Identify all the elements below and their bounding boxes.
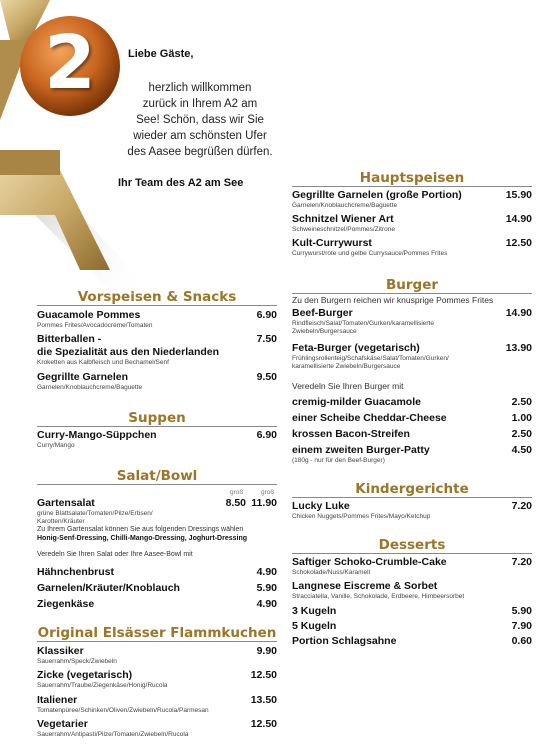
item-name: Gartensalat	[37, 497, 95, 509]
item-name: Beef-Burger	[292, 307, 353, 319]
menu-item	[292, 580, 532, 601]
item-price: 2.50	[511, 396, 532, 408]
logo-digit: 2	[44, 20, 96, 106]
extra-item	[292, 620, 532, 633]
extra-item	[292, 396, 532, 409]
item-name: Ziegenkäse	[37, 598, 95, 610]
item-name: Feta-Burger (vegetarisch)	[292, 342, 420, 354]
section-title-kinder: Kindergerichte	[355, 481, 469, 497]
extra-item	[292, 605, 532, 618]
item-description: Rindfleisch/Salat/Tomaten/Gurken/karamellisierte	[292, 320, 434, 327]
menu-item	[37, 309, 277, 330]
size-label: groß	[230, 489, 244, 496]
menu-item	[292, 213, 532, 234]
item-description: Chicken Nuggets/Pommes Frites/Mayo/Ketchup	[292, 513, 431, 520]
menu-item	[292, 556, 532, 577]
item-price: 5.90	[511, 605, 532, 617]
item-name: Guacamole Pommes	[37, 309, 141, 321]
greeting-text	[110, 80, 290, 160]
menu-item	[292, 189, 532, 210]
extra-item	[292, 412, 532, 425]
item-name: Vegetarier	[37, 718, 88, 730]
menu-item	[292, 237, 532, 258]
item-name: cremig-milder Guacamole	[292, 396, 421, 408]
item-name: krossen Bacon-Streifen	[292, 428, 410, 440]
item-description: Garnelen/Knoblauchcreme/Baguette	[37, 384, 143, 391]
section-title-suppen: Suppen	[128, 410, 186, 426]
veredeln-note: Veredeln Sie Ihren Burger mit	[292, 381, 404, 391]
item-price: 2.50	[511, 428, 532, 440]
item-price: 7.50	[256, 333, 277, 345]
item-description: Tomatenpüree/Schinken/Oliven/Zwiebeln/Rucola/Parmesan	[37, 707, 209, 714]
item-price: 9.50	[256, 371, 277, 383]
section-title-vorspeisen: Vorspeisen & Snacks	[77, 289, 237, 305]
item-description: Kroketten aus Kalbfleisch und Bechamel/Senf	[37, 359, 169, 366]
item-name: Lucky Luke	[292, 500, 350, 512]
extra-item	[292, 444, 532, 465]
extra-item	[37, 598, 277, 611]
extra-item	[292, 635, 532, 648]
greeting-title: Liebe Gäste,	[128, 48, 194, 60]
menu-item	[37, 669, 277, 690]
item-name: Bitterballen -	[37, 333, 102, 345]
item-price: 13.90	[505, 342, 532, 354]
item-price: 9.90	[256, 645, 277, 657]
item-price: 12.50	[250, 669, 277, 681]
section-divider	[37, 641, 277, 642]
item-name: Langnese Eiscreme & Sorbet	[292, 580, 438, 592]
item-price: 14.90	[505, 307, 532, 319]
item-name: einem zweiten Burger-Patty	[292, 444, 430, 456]
menu-item	[37, 429, 277, 450]
section-divider	[292, 293, 532, 294]
item-price: 12.50	[505, 237, 532, 249]
section-divider	[37, 426, 277, 427]
section-divider	[292, 497, 532, 498]
greeting-line: herzlich willkommen	[148, 82, 252, 94]
item-name: Kult-Currywurst	[292, 237, 372, 249]
item-price: 7.20	[511, 556, 532, 568]
greeting-signature: Ihr Team des A2 am See	[118, 177, 244, 189]
item-price: 4.50	[511, 444, 532, 456]
item-price: 5.90	[256, 582, 277, 594]
section-divider	[37, 484, 277, 485]
item-description-line2: Karotten/Kräuter	[37, 518, 85, 525]
menu-item	[292, 342, 532, 371]
menu-item	[37, 333, 277, 367]
item-name: Portion Schlagsahne	[292, 635, 397, 647]
item-price: 4.90	[256, 566, 277, 578]
item-price: 13.50	[250, 694, 277, 706]
item-description: Sauerrahm/Antipasti/Pilze/Tomaten/Zwiebeln/Rucola	[37, 731, 189, 738]
section-title-salat: Salat/Bowl	[116, 468, 198, 484]
menu-item	[292, 500, 532, 521]
item-price: 7.90	[511, 620, 532, 632]
item-description: (180g - nur für den Beef-Burger)	[292, 457, 385, 464]
section-divider	[292, 186, 532, 187]
item-price: 12.50	[250, 718, 277, 730]
item-price: 0.60	[511, 635, 532, 647]
item-description: Sauerrahm/Speck/Zwiebeln	[37, 658, 117, 665]
greeting-line: wieder am schönsten Ufer	[133, 130, 267, 142]
item-name: Schnitzel Wiener Art	[292, 213, 394, 225]
item-description: Garnelen/Knoblauchcreme/Baguette	[292, 202, 398, 209]
burger-subtitle: Zu den Burgern reichen wir knusprige Pommes Frites	[292, 295, 494, 305]
item-description: Curry/Mango	[37, 442, 75, 449]
item-price-small: 8.50	[225, 497, 246, 509]
item-name: 5 Kugeln	[292, 620, 337, 632]
section-title-hauptspeisen: Hauptspeisen	[359, 170, 465, 186]
veredeln-note: Veredeln Sie Ihren Salat oder Ihre Aasee-Bowl mit	[37, 551, 193, 558]
section-title-burger: Burger	[385, 277, 439, 293]
greeting-line: zurück in Ihrem A2 am	[142, 98, 258, 110]
extra-item	[292, 428, 532, 441]
menu-item	[292, 307, 532, 336]
item-price: 1.00	[511, 412, 532, 424]
item-name: 3 Kugeln	[292, 605, 337, 617]
size-label: groß	[261, 489, 275, 496]
item-description-line2: Zwiebeln/Burgersauce	[292, 328, 357, 335]
item-price-large: 11.90	[251, 497, 277, 509]
item-description-line2: karamellisierte Zwiebeln/Burgersauce	[292, 363, 401, 370]
item-description: Schokolade/Nuss/Karamell	[292, 569, 371, 576]
dressing-list: Honig-Senf-Dressing, Chilli-Mango-Dressing, Joghurt-Dressing	[37, 535, 248, 542]
item-price: 15.90	[505, 189, 532, 201]
item-name: Hähnchenbrust	[37, 566, 115, 578]
item-name: Garnelen/Kräuter/Knoblauch	[37, 582, 180, 594]
item-price: 6.90	[256, 429, 277, 441]
item-name-line2: die Spezialität aus den Niederlanden	[37, 346, 220, 358]
item-name: Zicke (vegetarisch)	[37, 669, 133, 681]
item-name: einer Scheibe Cheddar-Cheese	[292, 412, 447, 424]
item-description: Frühlingsrollenteig/Schafskäse/Salat/Tomaten/Gurken/	[292, 355, 449, 362]
menu-item	[37, 694, 277, 715]
menu-item	[37, 718, 277, 739]
item-name: Saftiger Schoko-Crumble-Cake	[292, 556, 447, 568]
item-name: Curry-Mango-Süppchen	[37, 429, 157, 441]
item-price: 6.90	[256, 309, 277, 321]
menu-item	[37, 371, 277, 392]
item-name: Klassiker	[37, 645, 84, 657]
item-description: Sauerrahm/Traube/Ziegenkäse/Honig/Rucola	[37, 682, 168, 689]
extra-item	[37, 566, 277, 579]
section-divider	[292, 553, 532, 554]
dressing-note: Zu Ihrem Gartensalat können Sie aus folgenden Dressings wählen	[37, 526, 244, 533]
item-price: 7.20	[511, 500, 532, 512]
item-name: Gegrillte Garnelen	[37, 371, 129, 383]
item-price: 14.90	[505, 213, 532, 225]
extra-item	[37, 582, 277, 595]
greeting-line: des Aasee begrüßen dürfen.	[127, 146, 273, 158]
item-description: Stracciatella, Vanille, Schokolade, Erdbeere, Himbeersorbet	[292, 593, 465, 600]
item-description: Currywurst/rote und gelbe Currysauce/Pommes Frites	[292, 250, 448, 257]
item-name: Gegrillte Garnelen (große Portion)	[292, 189, 462, 201]
menu-item	[37, 497, 277, 526]
section-title-desserts: Desserts	[378, 537, 446, 553]
section-title-flammkuchen: Original Elsässer Flammkuchen	[37, 625, 277, 641]
item-price: 4.90	[256, 598, 277, 610]
item-description: grüne Blattsalate/Tomaten/Pilze/Erbsen/	[37, 510, 153, 517]
item-description: Pommes Frites/Avocadocreme/Tomaten	[37, 322, 153, 329]
item-name: Italiener	[37, 694, 78, 706]
section-divider	[37, 305, 277, 306]
menu-item	[37, 645, 277, 666]
item-description: Schweineschnitzel/Pommes/Zitrone	[292, 226, 395, 233]
greeting-line: See! Schön, dass wir Sie	[136, 114, 264, 126]
